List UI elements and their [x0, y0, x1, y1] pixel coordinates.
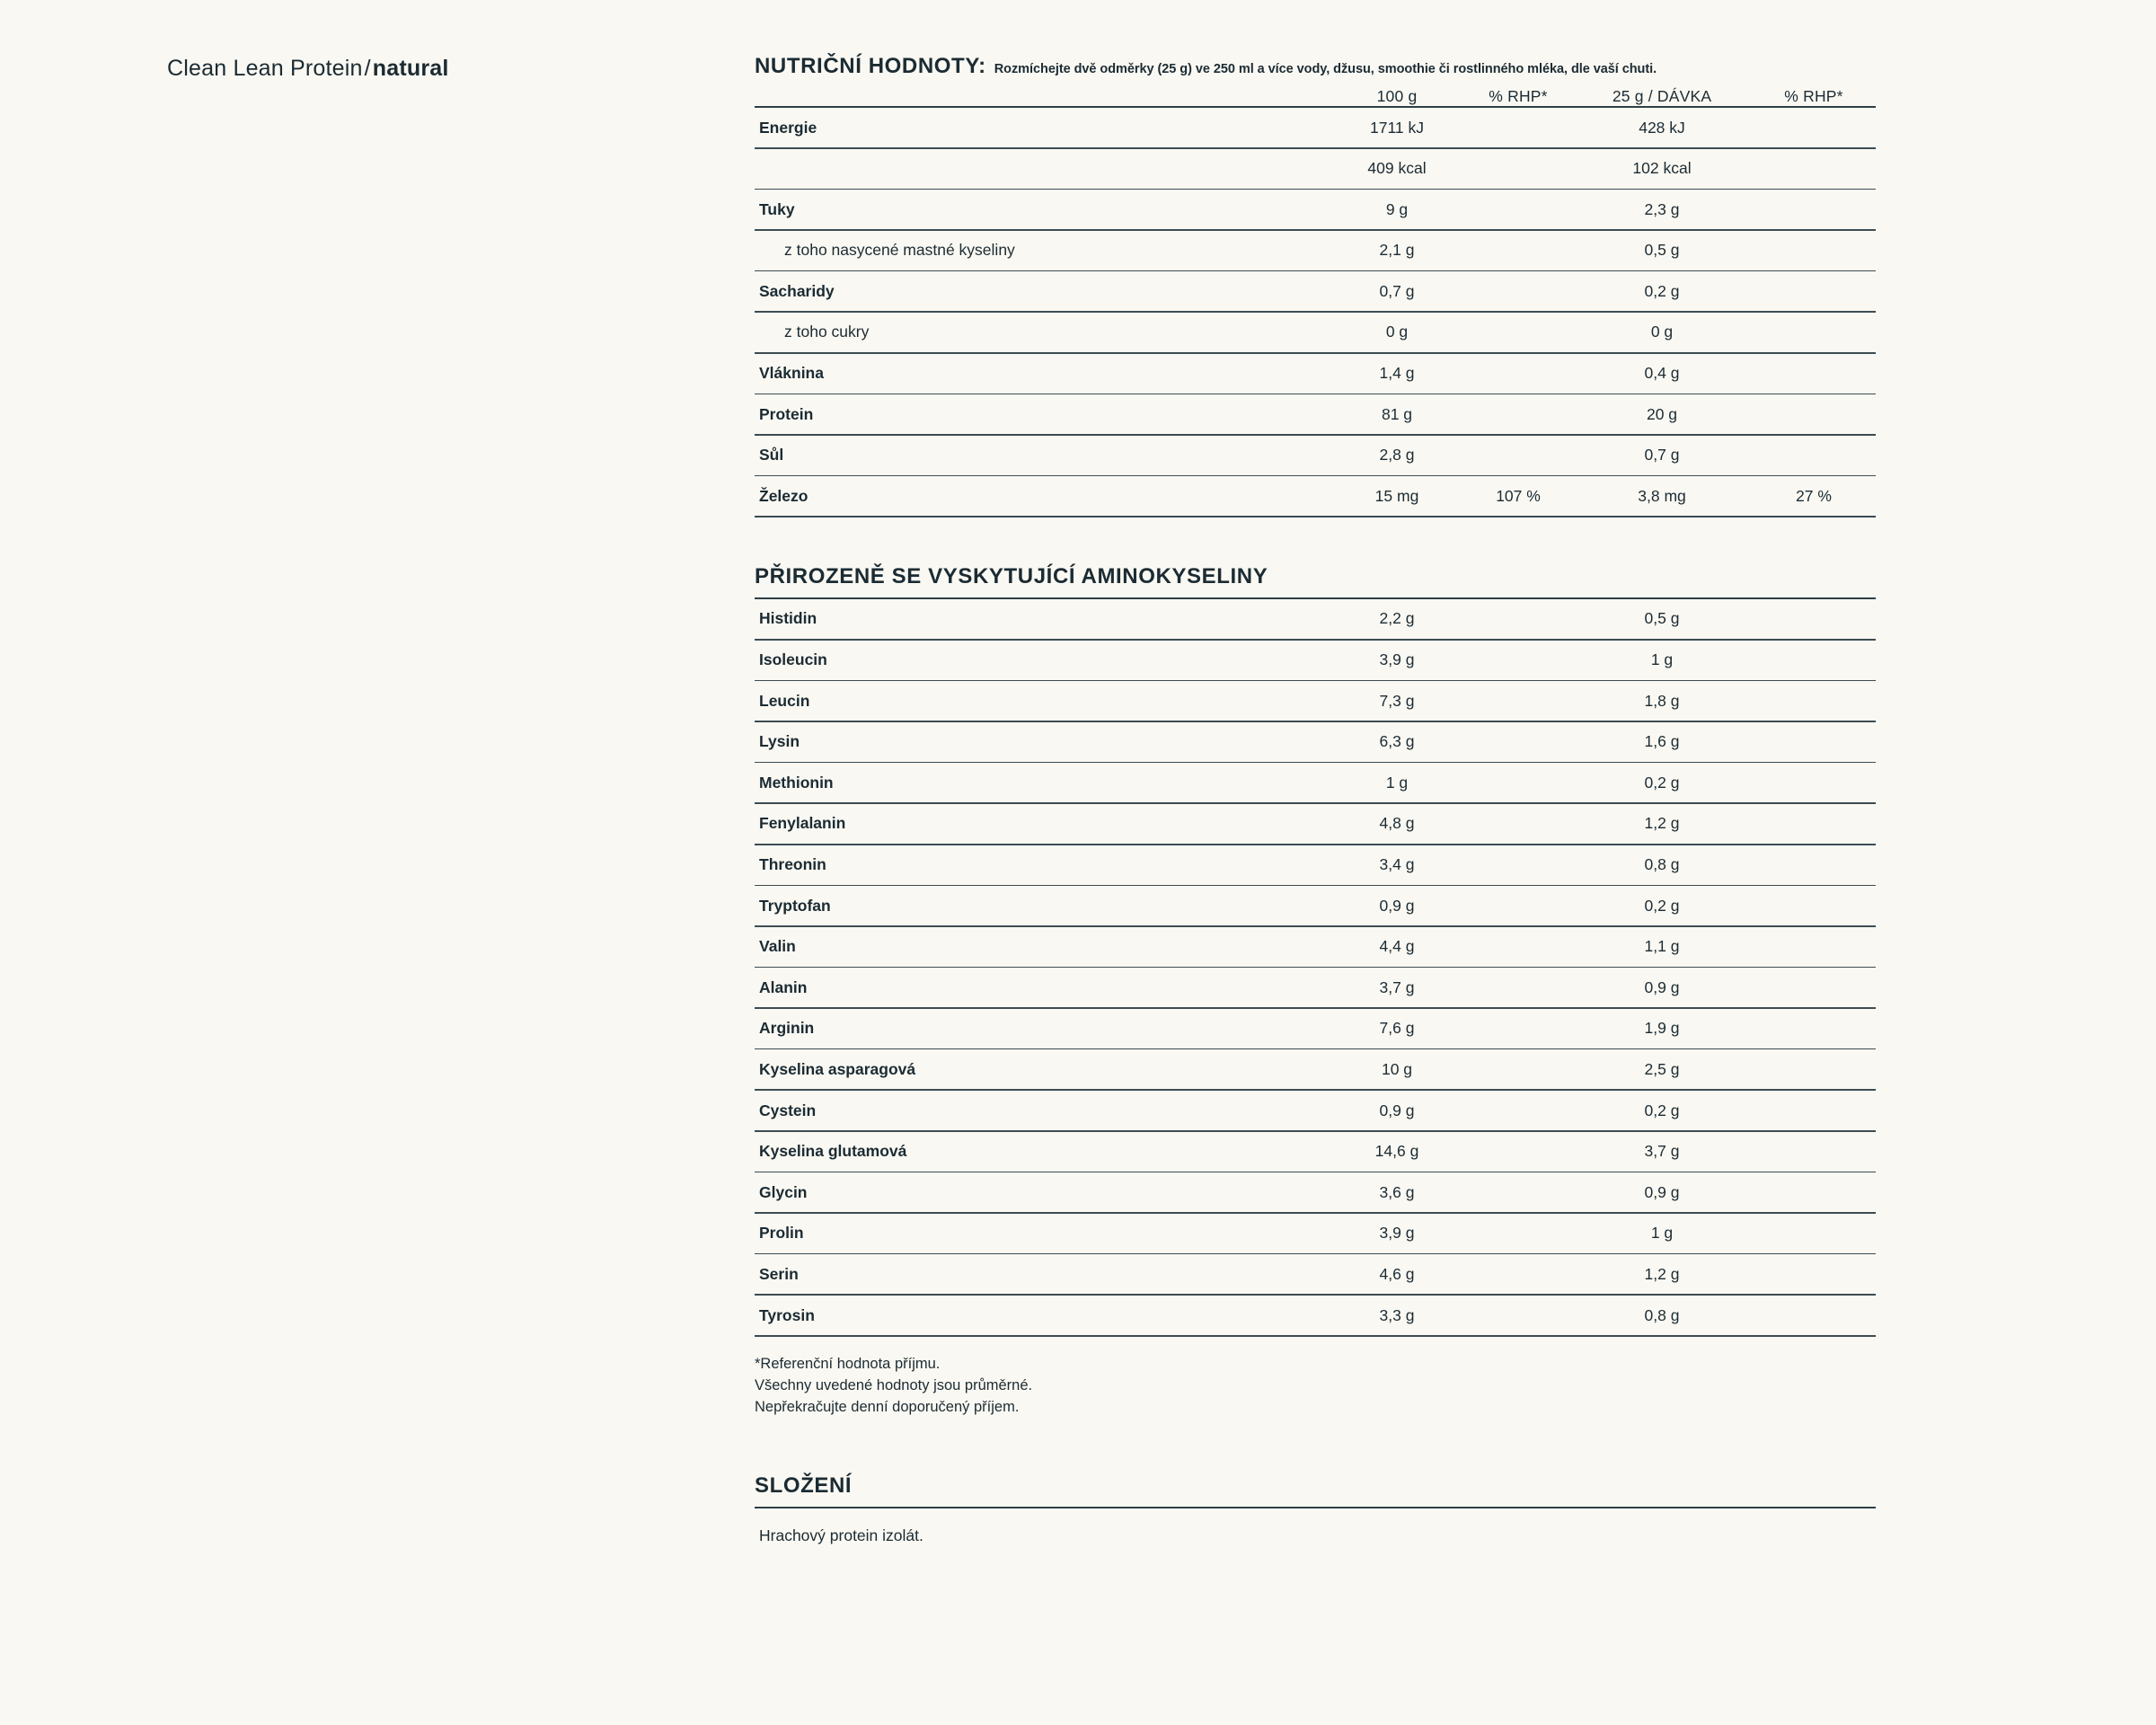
product-name: Clean Lean Protein [167, 56, 363, 81]
row-value-25g: 0,2 g [1644, 896, 1680, 915]
nutrition-column-header [755, 87, 1876, 106]
row-percent-25g [1752, 313, 1876, 352]
table-row [755, 108, 1876, 147]
table-row [755, 1172, 1876, 1212]
column-header-2: % RHP* [1489, 87, 1548, 105]
nutrition-table [755, 87, 1876, 518]
column-header-3: 25 g / DÁVKA [1612, 87, 1712, 105]
table-row [755, 313, 1876, 352]
row-percent-100g [1464, 968, 1572, 1007]
row-value-100g: 6,3 g [1379, 732, 1415, 751]
row-value-100g: 14,6 g [1374, 1142, 1419, 1161]
row-value-100g: 7,3 g [1379, 691, 1415, 710]
row-label: Kyselina asparagová [759, 1059, 916, 1078]
row-value-25g: 0,8 g [1644, 855, 1680, 873]
row-percent-100g [1464, 271, 1572, 311]
row-value-100g: 4,6 g [1379, 1264, 1415, 1283]
row-value-100g: 0 g [1385, 323, 1409, 341]
row-label: Arginin [759, 1019, 815, 1038]
composition-text: Hrachový protein izolát. [759, 1526, 923, 1545]
row-value-100g: 0,9 g [1379, 1101, 1415, 1119]
table-row [755, 763, 1876, 802]
row-value-25g: 1,6 g [1644, 732, 1680, 751]
row-value-25g: 3,7 g [1644, 1142, 1680, 1161]
row-label: Fenylalanin [759, 814, 846, 833]
row-percent-100g [1464, 1009, 1572, 1048]
row-value-25g: 1,2 g [1644, 1264, 1680, 1283]
row-label [755, 149, 1330, 189]
row-value-100g: 3,6 g [1379, 1182, 1415, 1201]
row-percent-100g [1464, 886, 1572, 925]
column-header-1: 100 g [1376, 87, 1418, 105]
row-percent-25g [1752, 394, 1876, 434]
footnotes [755, 1353, 1876, 1419]
row-percent-100g [1464, 1132, 1572, 1172]
row-percent-25g [1752, 1296, 1876, 1335]
amino-heading: PŘIROZENĚ SE VYSKYTUJÍCÍ AMINOKYSELINY [755, 563, 1268, 588]
column-header-0 [755, 87, 1330, 106]
row-percent-100g [1464, 1214, 1572, 1253]
table-row [755, 804, 1876, 844]
divider-line [755, 516, 1876, 518]
table-divider [755, 516, 1876, 518]
row-value-25g: 0,8 g [1644, 1305, 1680, 1324]
row-label: Kyselina glutamová [759, 1142, 907, 1161]
row-percent-100g [1464, 231, 1572, 270]
row-percent-25g [1752, 1214, 1876, 1253]
row-value-25g: 1,9 g [1644, 1019, 1680, 1038]
row-value-25g: 1,1 g [1644, 937, 1680, 956]
row-percent-100g [1464, 313, 1572, 352]
row-value-100g: 81 g [1381, 404, 1413, 423]
row-percent-25g [1752, 641, 1876, 680]
product-title-separator: / [364, 56, 371, 81]
nutrition-heading-row [755, 54, 1876, 79]
row-percent-25g [1752, 354, 1876, 394]
row-percent-25g [1752, 886, 1876, 925]
row-label: Histidin [759, 609, 817, 628]
composition-heading: SLOŽENÍ [755, 1473, 853, 1499]
table-row [755, 1132, 1876, 1172]
row-value-25g: 2,3 g [1644, 199, 1680, 218]
row-label: z toho cukry [784, 323, 870, 341]
row-value-25g: 0,5 g [1644, 609, 1680, 628]
row-percent-25g [1752, 1132, 1876, 1172]
row-percent-25g [1752, 722, 1876, 762]
row-percent-25g [1752, 681, 1876, 721]
row-percent-100g [1464, 927, 1572, 967]
row-label: Leucin [759, 691, 810, 710]
product-variant: natural [372, 56, 449, 81]
row-percent-25g [1752, 927, 1876, 967]
row-label: Sůl [759, 446, 784, 464]
row-value-25g: 3,8 mg [1638, 486, 1686, 505]
row-value-25g: 0 g [1650, 323, 1674, 341]
row-label: Prolin [759, 1224, 804, 1243]
row-percent-25g [1752, 1254, 1876, 1294]
footnote-line-1: Všechny uvedené hodnoty jsou průměrné. [755, 1376, 1033, 1393]
row-value-25g: 1 g [1650, 650, 1674, 669]
row-percent-100g: 107 % [1496, 486, 1541, 505]
row-percent-100g [1464, 436, 1572, 475]
row-label: Tryptofan [759, 896, 831, 915]
row-percent-100g [1464, 1091, 1572, 1130]
row-percent-25g [1752, 231, 1876, 270]
row-percent-25g [1752, 1172, 1876, 1212]
row-percent-25g [1752, 599, 1876, 639]
row-percent-100g [1464, 354, 1572, 394]
row-value-100g: 1,4 g [1379, 364, 1415, 383]
row-value-100g: 1 g [1385, 773, 1409, 792]
row-label: Tuky [759, 199, 795, 218]
row-value-25g: 0,2 g [1644, 773, 1680, 792]
row-value-25g: 1,2 g [1644, 814, 1680, 833]
row-percent-25g [1752, 763, 1876, 802]
row-percent-25g [1752, 190, 1876, 229]
row-percent-100g [1464, 1254, 1572, 1294]
row-value-100g: 1711 kJ [1370, 118, 1424, 137]
row-value-25g: 0,2 g [1644, 1101, 1680, 1119]
row-value-100g: 3,3 g [1379, 1305, 1415, 1324]
table-row [755, 927, 1876, 967]
row-percent-25g [1752, 436, 1876, 475]
row-label: Valin [759, 937, 796, 956]
row-label: Threonin [759, 855, 826, 873]
table-row [755, 1214, 1876, 1253]
row-percent-100g [1464, 804, 1572, 844]
table-row [755, 681, 1876, 721]
table-row [755, 1009, 1876, 1048]
row-value-25g: 0,5 g [1644, 241, 1680, 260]
row-value-25g: 20 g [1646, 404, 1678, 423]
table-row [755, 1296, 1876, 1335]
row-value-25g: 1 g [1650, 1224, 1674, 1243]
label-content [755, 54, 1876, 1545]
row-value-25g: 428 kJ [1639, 118, 1685, 137]
row-value-100g: 15 mg [1374, 486, 1419, 505]
row-percent-25g [1752, 108, 1876, 147]
amino-table [755, 597, 1876, 1337]
row-value-100g: 2,1 g [1379, 241, 1415, 260]
row-label: Cystein [759, 1101, 817, 1119]
product-title [167, 56, 449, 82]
row-label: Alanin [759, 978, 808, 996]
row-percent-100g [1464, 190, 1572, 229]
row-percent-100g [1464, 599, 1572, 639]
row-value-100g: 3,9 g [1379, 650, 1415, 669]
row-percent-100g [1464, 108, 1572, 147]
table-row [755, 190, 1876, 229]
table-row [755, 231, 1876, 270]
row-percent-100g [1464, 149, 1572, 189]
row-label: Sacharidy [759, 281, 835, 300]
table-row [755, 1091, 1876, 1130]
row-value-25g: 0,9 g [1644, 978, 1680, 996]
row-label: Vláknina [759, 364, 824, 383]
row-value-100g: 9 g [1385, 199, 1409, 218]
row-value-100g: 10 g [1381, 1059, 1413, 1078]
row-percent-25g [1752, 968, 1876, 1007]
row-percent-25g [1752, 845, 1876, 885]
row-value-25g: 0,4 g [1644, 364, 1680, 383]
row-value-100g: 3,9 g [1379, 1224, 1415, 1243]
row-label: z toho nasycené mastné kyseliny [784, 241, 1015, 260]
table-row [755, 1049, 1876, 1089]
row-value-100g: 7,6 g [1379, 1019, 1415, 1038]
row-value-25g: 0,7 g [1644, 446, 1680, 464]
table-row [755, 599, 1876, 639]
row-label: Tyrosin [759, 1305, 815, 1324]
row-percent-25g [1752, 1009, 1876, 1048]
row-value-25g: 1,8 g [1644, 691, 1680, 710]
row-percent-100g [1464, 763, 1572, 802]
row-percent-25g [1752, 1091, 1876, 1130]
row-value-25g: 0,9 g [1644, 1182, 1680, 1201]
table-row [755, 968, 1876, 1007]
row-percent-25g: 27 % [1796, 486, 1832, 505]
table-row [755, 271, 1876, 311]
table-row [755, 149, 1876, 189]
row-percent-100g [1464, 681, 1572, 721]
row-value-100g: 4,4 g [1379, 937, 1415, 956]
row-percent-25g [1752, 271, 1876, 311]
row-value-100g: 409 kcal [1367, 159, 1427, 178]
row-label: Energie [759, 118, 817, 137]
row-value-100g: 2,8 g [1379, 446, 1415, 464]
row-percent-100g [1464, 1296, 1572, 1335]
row-label: Železo [759, 486, 808, 505]
row-value-25g: 102 kcal [1632, 159, 1692, 178]
row-percent-25g [1752, 1049, 1876, 1089]
row-value-25g: 2,5 g [1644, 1059, 1680, 1078]
table-row [755, 641, 1876, 680]
column-header-4: % RHP* [1784, 87, 1843, 105]
footnote-line-0: *Referenční hodnota příjmu. [755, 1355, 941, 1372]
row-percent-100g [1464, 394, 1572, 434]
table-divider [755, 1335, 1876, 1337]
row-percent-25g [1752, 804, 1876, 844]
table-row [755, 476, 1876, 516]
row-percent-100g [1464, 722, 1572, 762]
divider-line [755, 1335, 1876, 1337]
row-label: Methionin [759, 773, 834, 792]
row-label: Serin [759, 1264, 799, 1283]
row-percent-100g [1464, 641, 1572, 680]
row-percent-100g [1464, 1172, 1572, 1212]
table-row [755, 845, 1876, 885]
row-percent-25g [1752, 149, 1876, 189]
row-percent-100g [1464, 845, 1572, 885]
footnote-line-2: Nepřekračujte denní doporučený příjem. [755, 1399, 1020, 1416]
row-label: Protein [759, 404, 814, 423]
table-row [755, 394, 1876, 434]
table-row [755, 354, 1876, 394]
table-row [755, 436, 1876, 475]
nutrition-heading: NUTRIČNÍ HODNOTY: [755, 54, 986, 78]
row-value-100g: 2,2 g [1379, 609, 1415, 628]
table-row [755, 886, 1876, 925]
table-row [755, 722, 1876, 762]
row-label: Glycin [759, 1182, 808, 1201]
row-value-100g: 0,7 g [1379, 281, 1415, 300]
row-label: Isoleucin [759, 650, 827, 669]
row-value-100g: 0,9 g [1379, 896, 1415, 915]
row-label: Lysin [759, 732, 800, 751]
row-value-100g: 3,4 g [1379, 855, 1415, 873]
row-value-100g: 3,7 g [1379, 978, 1415, 996]
table-row [755, 1254, 1876, 1294]
row-value-100g: 4,8 g [1379, 814, 1415, 833]
nutrition-instructions: Rozmíchejte dvě odměrky (25 g) ve 250 ml a více vody, džusu, smoothie či rostlinného mléka, dle vaší chuti. [994, 62, 1657, 76]
row-value-25g: 0,2 g [1644, 281, 1680, 300]
row-percent-100g [1464, 1049, 1572, 1089]
